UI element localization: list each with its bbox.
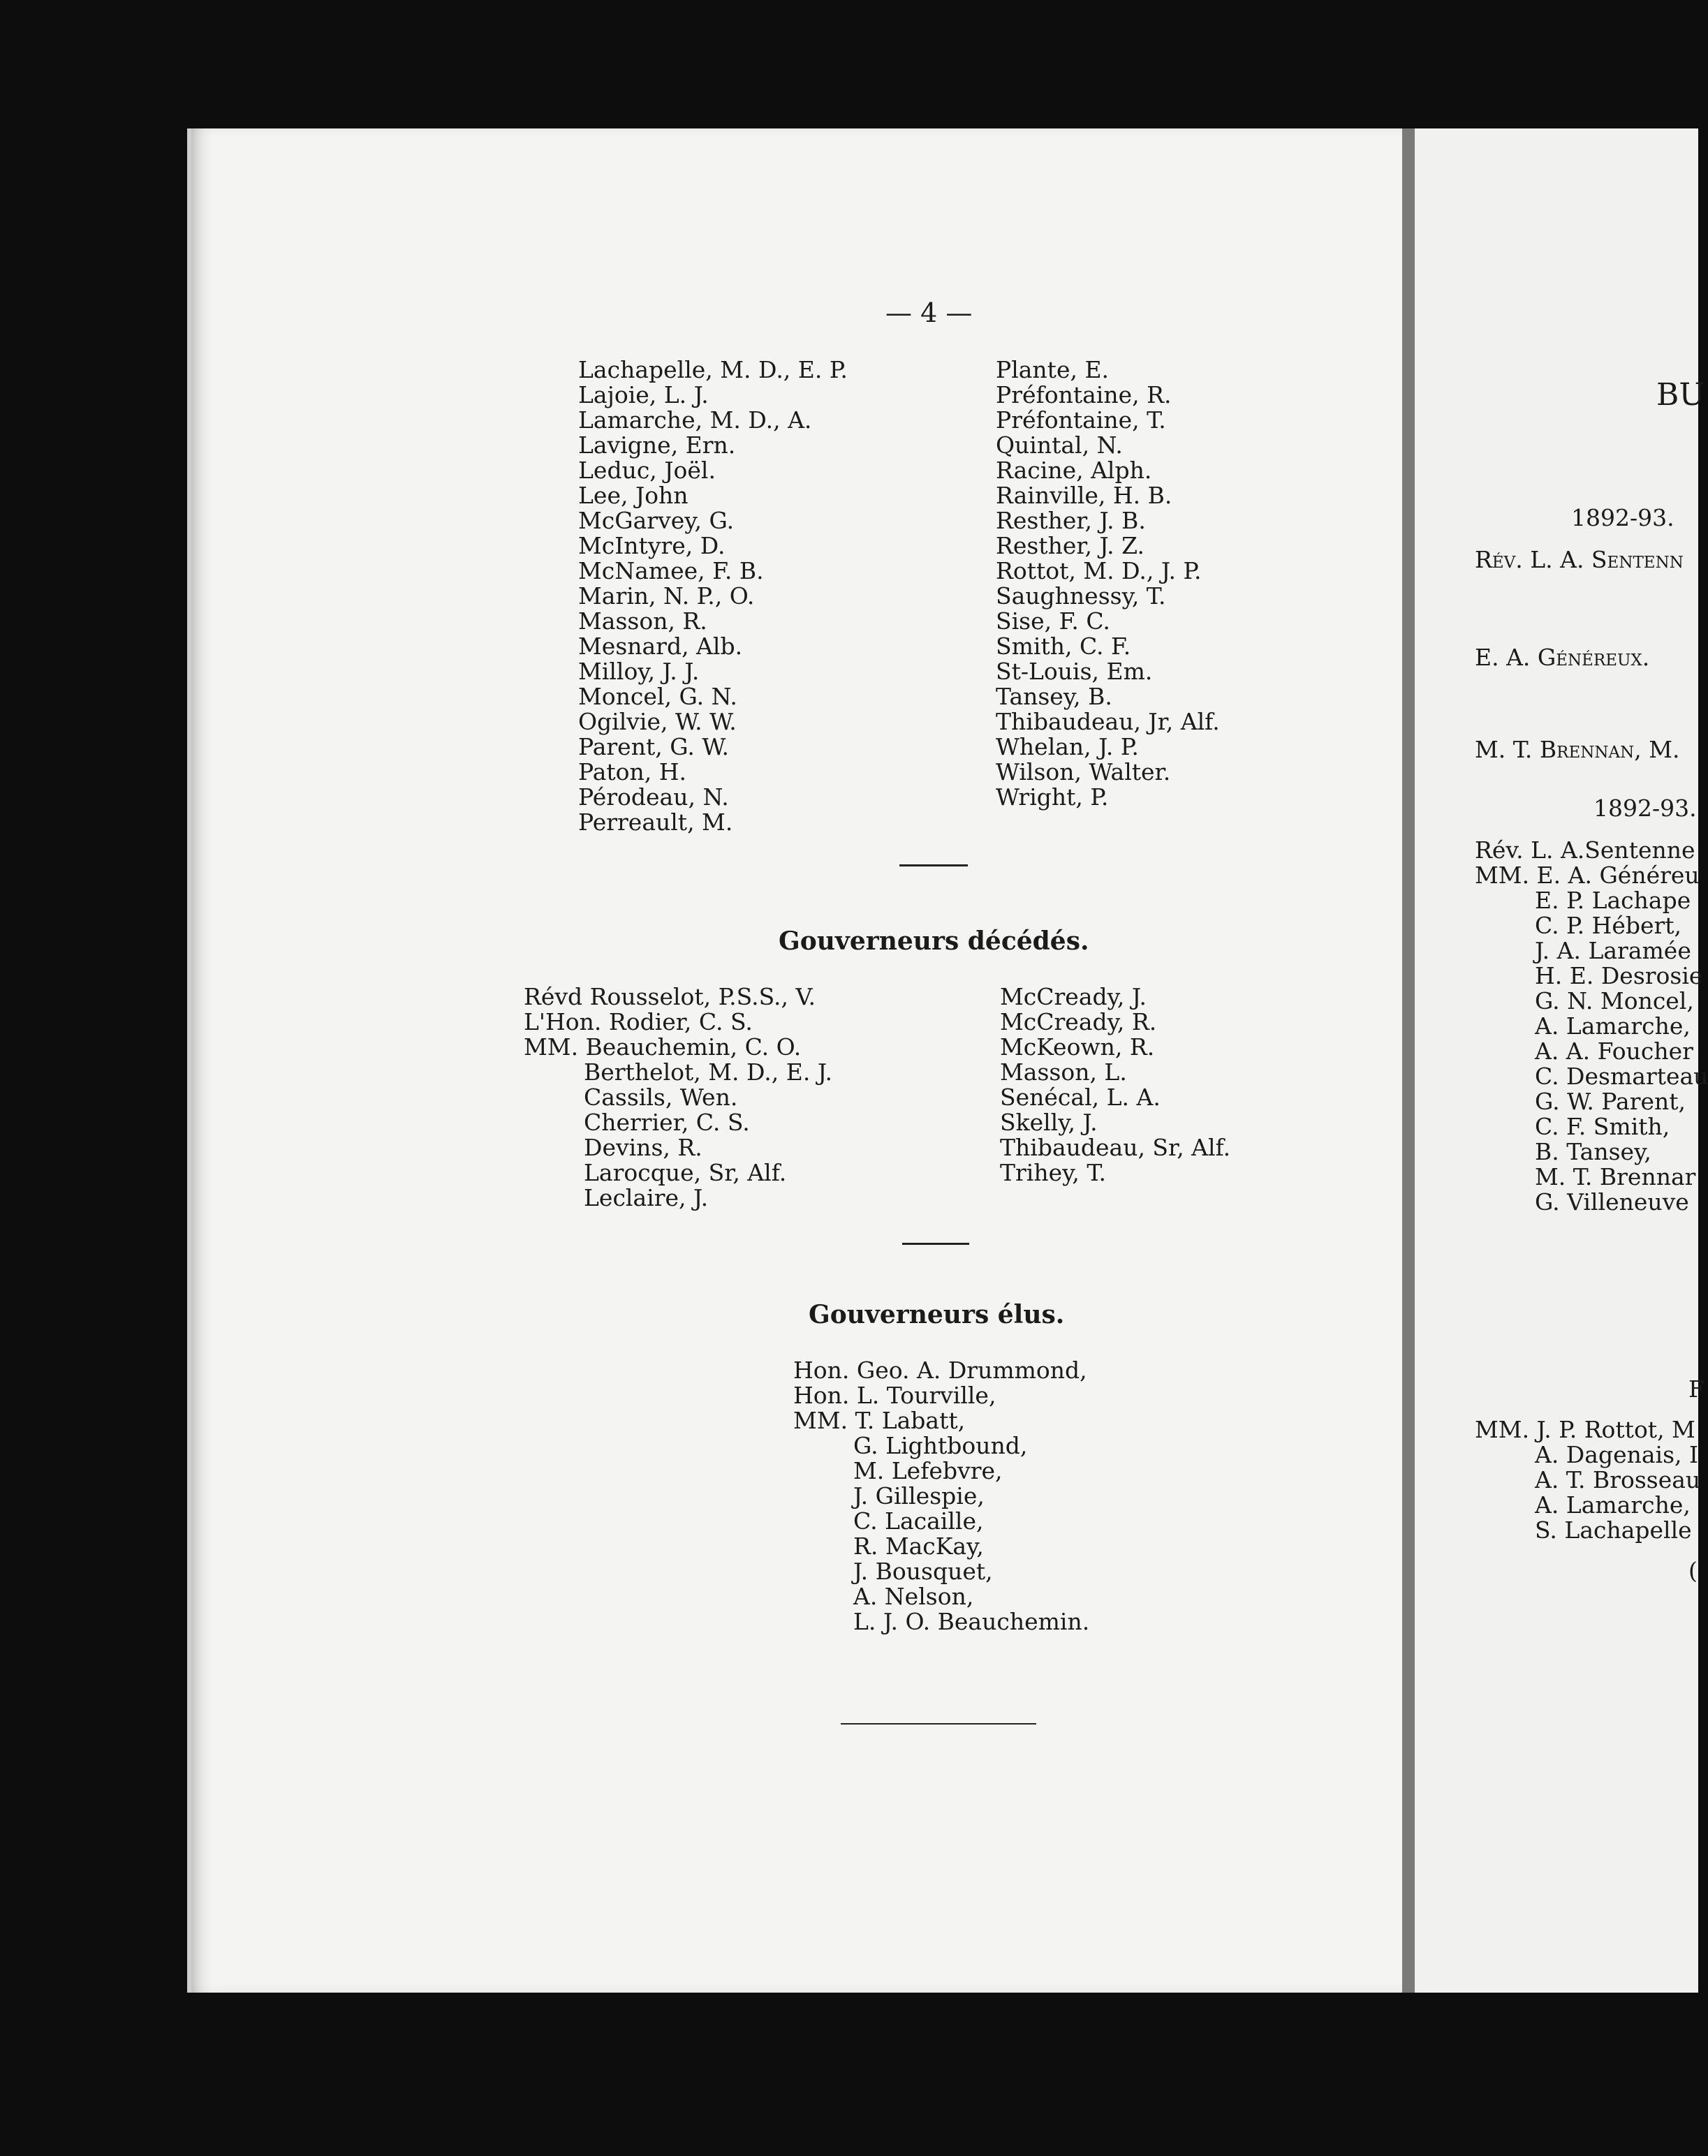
- governor-name: Smith, C. F.: [996, 633, 1131, 660]
- officer-name: E. P. Lachape: [1535, 887, 1691, 914]
- officer-name: J. A. Laramée: [1535, 937, 1691, 964]
- deceased-name: McCready, R.: [1000, 1008, 1157, 1035]
- governor-name: McNamee, F. B.: [578, 557, 764, 584]
- officer-name: A. Lamarche,: [1535, 1012, 1691, 1040]
- governor-name: Thibaudeau, Jr, Alf.: [996, 708, 1220, 735]
- elected-name: A. Nelson,: [853, 1583, 974, 1610]
- committee-name: S. Lachapelle: [1535, 1516, 1692, 1544]
- governor-name: Marin, N. P., O.: [578, 582, 755, 610]
- elected-heading: Gouverneurs élus.: [809, 1300, 1065, 1329]
- governor-name: Lee, John: [578, 482, 689, 509]
- elected-name: M. Lefebvre,: [853, 1457, 1003, 1484]
- governor-name: Rottot, M. D., J. P.: [996, 557, 1202, 584]
- officer-name: MM. E. A. Généreu: [1475, 862, 1700, 889]
- book-spine: [1402, 128, 1415, 1993]
- officer-name: Rév. L. A.Sentenne: [1475, 836, 1695, 864]
- committee-name: MM. J. P. Rottot, M: [1475, 1416, 1695, 1443]
- deceased-name: Devins, R.: [584, 1134, 702, 1161]
- deceased-name: Trihey, T.: [1000, 1159, 1107, 1186]
- governor-name: Lajoie, L. J.: [578, 381, 709, 408]
- deceased-name: Skelly, J.: [1000, 1109, 1098, 1136]
- deceased-name: Révd Rousselot, P.S.S., V.: [524, 983, 816, 1010]
- elected-name: C. Lacaille,: [853, 1507, 984, 1535]
- governor-name: Plante, E.: [996, 356, 1110, 383]
- deceased-name: Senécal, L. A.: [1000, 1084, 1161, 1111]
- governor-name: Wilson, Walter.: [996, 758, 1171, 785]
- governor-name: Rainville, H. B.: [996, 482, 1172, 509]
- governor-name: Leduc, Joël.: [578, 457, 716, 484]
- deceased-name: L'Hon. Rodier, C. S.: [524, 1008, 753, 1035]
- governors-list-left: [578, 357, 848, 835]
- deceased-name: Leclaire, J.: [584, 1184, 709, 1211]
- governor-name: Sise, F. C.: [996, 607, 1110, 635]
- elected-name: Hon. L. Tourville,: [793, 1382, 996, 1409]
- governor-name: Parent, G. W.: [578, 733, 729, 760]
- deceased-name: MM. Beauchemin, C. O.: [524, 1033, 802, 1061]
- deceased-name: Cassils, Wen.: [584, 1084, 738, 1111]
- governor-name: Lavigne, Ern.: [578, 431, 736, 459]
- officer-name: B. Tansey,: [1535, 1138, 1651, 1165]
- governor-name: Masson, R.: [578, 607, 707, 635]
- right-line-2: E. A. Généreux.: [1475, 644, 1650, 671]
- deceased-name: Berthelot, M. D., E. J.: [584, 1058, 833, 1086]
- elected-name: J. Bousquet,: [853, 1558, 993, 1585]
- governor-name: Pérodeau, N.: [578, 783, 729, 811]
- governor-name: Lachapelle, M. D., E. P.: [578, 356, 848, 383]
- governor-name: McIntyre, D.: [578, 532, 726, 559]
- governor-name: Resther, J. Z.: [996, 532, 1144, 559]
- elected-name: L. J. O. Beauchemin.: [853, 1608, 1090, 1635]
- governor-name: Préfontaine, R.: [996, 381, 1172, 408]
- elected-list: [793, 1358, 1089, 1634]
- page-number: — 4 —: [885, 297, 973, 328]
- governor-name: Paton, H.: [578, 758, 687, 785]
- governor-name: Lamarche, M. D., A.: [578, 406, 812, 434]
- governor-name: Wright, P.: [996, 783, 1109, 811]
- officer-name: G. Villeneuve: [1535, 1188, 1689, 1216]
- officer-name: C. Desmarteau: [1535, 1063, 1708, 1090]
- officer-name: H. E. Desrosie: [1535, 962, 1703, 989]
- right-line-3: M. T. Brennan, M.: [1475, 736, 1680, 763]
- elected-name: J. Gillespie,: [853, 1482, 985, 1509]
- deceased-name: McKeown, R.: [1000, 1033, 1155, 1061]
- deceased-name: Larocque, Sr, Alf.: [584, 1159, 787, 1186]
- governor-name: St-Louis, Em.: [996, 658, 1153, 685]
- governor-name: Perreault, M.: [578, 808, 733, 836]
- divider: [899, 864, 968, 866]
- governor-name: Resther, J. B.: [996, 507, 1146, 534]
- officer-name: C. P. Hébert,: [1535, 912, 1682, 939]
- right-letter: F: [1688, 1375, 1705, 1403]
- officer-name: G. N. Moncel,: [1535, 987, 1694, 1014]
- governor-name: Mesnard, Alb.: [578, 633, 743, 660]
- governor-name: Quintal, N.: [996, 431, 1123, 459]
- elected-name: G. Lightbound,: [853, 1432, 1028, 1459]
- governor-name: Ogilvie, W. W.: [578, 708, 737, 735]
- elected-name: MM. T. Labatt,: [793, 1407, 966, 1434]
- governor-name: Préfontaine, T.: [996, 406, 1166, 434]
- elected-name: R. MacKay,: [853, 1533, 984, 1560]
- deceased-name: McCready, J.: [1000, 983, 1147, 1010]
- closing-rule: [841, 1723, 1036, 1725]
- committee-name: A. Dagenais, I: [1535, 1441, 1699, 1468]
- deceased-list-left: [524, 984, 832, 1211]
- governor-name: McGarvey, G.: [578, 507, 735, 534]
- officer-name: G. W. Parent,: [1535, 1088, 1686, 1115]
- right-trailing: (: [1688, 1557, 1698, 1584]
- divider: [902, 1243, 969, 1245]
- deceased-name: Cherrier, C. S.: [584, 1109, 750, 1136]
- governors-list-right: [996, 357, 1220, 810]
- committee-name: A. T. Brosseau: [1535, 1466, 1701, 1493]
- deceased-name: Masson, L.: [1000, 1058, 1127, 1086]
- governor-name: Whelan, J. P.: [996, 733, 1139, 760]
- governor-name: Saughnessy, T.: [996, 582, 1166, 610]
- right-year-2: 1892-93.: [1593, 795, 1697, 822]
- governor-name: Racine, Alph.: [996, 457, 1152, 484]
- right-page-heading: BU: [1656, 377, 1705, 413]
- right-list-2: [1475, 1417, 1700, 1543]
- officer-name: C. F. Smith,: [1535, 1113, 1670, 1140]
- committee-name: A. Lamarche,: [1535, 1491, 1691, 1519]
- right-year-1: 1892-93.: [1571, 504, 1674, 531]
- governor-name: Tansey, B.: [996, 683, 1112, 710]
- right-list-1: [1475, 838, 1708, 1215]
- officer-name: M. T. Brennar: [1535, 1163, 1696, 1190]
- officer-name: A. A. Foucher: [1535, 1038, 1693, 1065]
- deceased-name: Thibaudeau, Sr, Alf.: [1000, 1134, 1231, 1161]
- deceased-heading: Gouverneurs décédés.: [779, 926, 1089, 956]
- elected-name: Hon. Geo. A. Drummond,: [793, 1357, 1087, 1384]
- governor-name: Milloy, J. J.: [578, 658, 700, 685]
- right-line-1: Rév. L. A. Sentenn: [1475, 546, 1684, 573]
- governor-name: Moncel, G. N.: [578, 683, 737, 710]
- deceased-list-right: [1000, 984, 1230, 1186]
